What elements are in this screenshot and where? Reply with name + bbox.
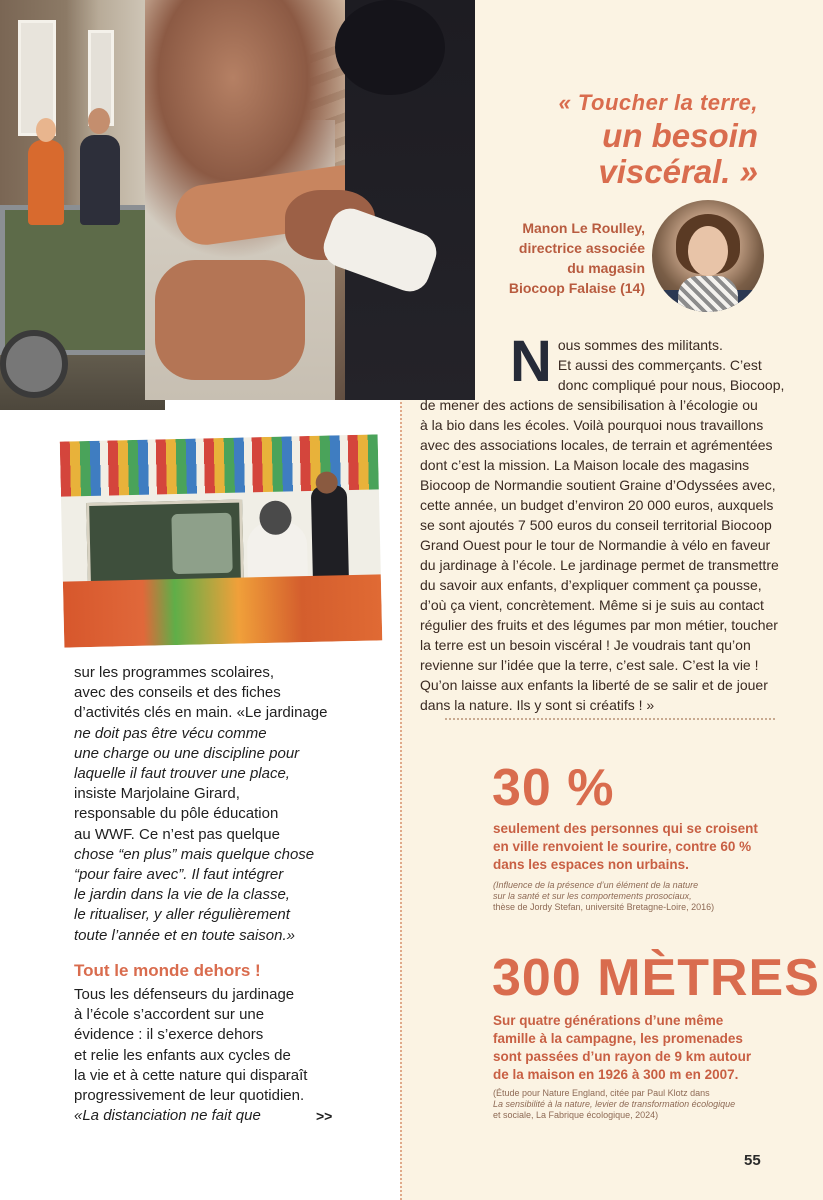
testimony-line: du savoir aux enfants, d’expliquer comment ça pousse, [420, 577, 762, 593]
testimony-line: donc compliqué pour nous, Biocoop, [557, 377, 785, 393]
continue-arrow[interactable]: >> [316, 1108, 333, 1124]
stat-description-1 [493, 820, 758, 874]
body-line: chose “en plus” mais quelque chose [74, 845, 315, 863]
body-line: progressivement de leur quotidien. [74, 1087, 305, 1105]
body-line: le ritualiser, y aller régulièrement [74, 906, 290, 924]
body-line: sur les programmes scolaires, [74, 664, 275, 681]
stat1-line: seulement des personnes qui se croisent [493, 821, 758, 836]
testimony-line: cette année, un budget d’environ 20 000 euros, auxquels [420, 497, 774, 513]
portrait-manon-le-roulley [652, 200, 764, 312]
quote-attribution [490, 218, 645, 298]
stat2-source-line: (Étude pour Nature England, citée par Paul Klotz dans [493, 1088, 710, 1098]
body-paragraph-2 [74, 985, 374, 1126]
stat2-source-line: La sensibilité à la nature, levier de transformation écologique [493, 1099, 736, 1109]
quote-line-3: viscéral. » [598, 153, 758, 190]
testimony-line: Et aussi des commerçants. C’est [557, 357, 762, 373]
photo-children-garden-cart [0, 0, 165, 410]
stat2-line: sont passées d’un rayon de 9 km autour [493, 1049, 752, 1064]
testimony-line: dont c’est la mission. La Maison locale des magasins [420, 457, 750, 473]
page-number: 55 [744, 1152, 761, 1169]
testimony-line: se sont ajoutés 7 500 euros du conseil territorial Biocoop [420, 517, 772, 533]
body-line: “pour faire avec”. Il faut intégrer [74, 866, 284, 884]
testimony-line: revienne sur l’idée que la terre, c’est sale. C’est la vie ! [420, 657, 759, 673]
testimony-lines [420, 329, 785, 715]
body-line: et relie les enfants aux cycles de [74, 1046, 291, 1064]
body-line: le jardin dans la vie de la classe, [74, 886, 290, 904]
testimony-line: d’où ça vient, concrètement. Même si je suis au contact [420, 597, 764, 613]
testimony-line: Biocoop de Normandie soutient Graine d’Odyssées avec, [420, 477, 776, 493]
testimony-line: du jardinage à l’école. Le jardinage permet de transmettre [420, 557, 779, 573]
body-line: une charge ou une discipline pour [74, 744, 300, 762]
stat1-line: en ville renvoient le sourire, contre 60 % [493, 839, 752, 854]
section-subhead: Tout le monde dehors ! [74, 961, 261, 980]
stat2-line: Sur quatre générations d’une même [493, 1013, 724, 1028]
testimony-line: avec des associations locales, de terrain et agrémentées [420, 437, 773, 453]
body-paragraph-1 [74, 663, 374, 946]
body-line: toute l’année et en toute saison.» [74, 926, 296, 944]
drop-cap: N [510, 329, 552, 394]
body-line: ne doit pas être vécu comme [74, 724, 267, 742]
testimony-line: régulier des fruits et des légumes par mon métier, toucher [420, 617, 778, 633]
quote-line-1: « Toucher la terre, [558, 90, 758, 115]
body-line: la vie et à cette nature qui disparaît [74, 1066, 308, 1084]
stat-source-1 [493, 880, 714, 913]
stat-value-1: 30 % [492, 759, 615, 817]
stat1-source-line: thèse de Jordy Stefan, université Bretagne-Loire, 2016) [493, 902, 715, 912]
body-line: Tous les défenseurs du jardinage [74, 986, 295, 1003]
testimony-line: Qu’on laisse aux enfants la liberté de se salir et de jouer [420, 677, 768, 693]
stat1-line: dans les espaces non urbains. [493, 857, 689, 872]
body-line: avec des conseils et des fiches [74, 684, 281, 702]
stat2-line: famille à la campagne, les promenades [493, 1031, 743, 1046]
stat-value-2: 300 MÈTRES [492, 949, 820, 1007]
body-line: «La distanciation ne fait que [74, 1107, 261, 1125]
testimony-text [420, 329, 785, 715]
body-line: d’activités clés en main. «Le jardinage [74, 704, 328, 722]
body-line: insiste Marjolaine Girard, [74, 785, 240, 803]
testimony-line: ous sommes des militants. [557, 337, 723, 353]
photo-classroom [60, 434, 383, 647]
attribution-role-2: du magasin [567, 260, 645, 276]
dotted-separator [445, 718, 775, 720]
stat-source-2 [493, 1088, 735, 1121]
dotted-divider [400, 395, 402, 1200]
stat1-source-line: sur la santé et sur les comportements prosociaux, [493, 891, 692, 901]
stat2-line: de la maison en 1926 à 300 m en 2007. [493, 1067, 739, 1082]
pull-quote [500, 88, 758, 190]
body-line: au WWF. Ce n’est pas quelque [74, 825, 280, 843]
stat1-source-line: (Influence de la présence d’un élément de la nature [493, 880, 699, 890]
quote-line-2: un besoin [602, 117, 758, 154]
body-line: laquelle il faut trouver une place, [74, 765, 290, 783]
body-line: évidence : il s’exerce dehors [74, 1026, 264, 1044]
testimony-line: de mener des actions de sensibilisation à l’écologie ou [420, 397, 758, 413]
testimony-line: à la bio dans les écoles. Voilà pourquoi nous travaillons [420, 417, 764, 433]
attribution-store: Biocoop Falaise (14) [508, 280, 645, 296]
attribution-name: Manon Le Roulley, [522, 220, 645, 236]
stat-description-2 [493, 1012, 753, 1084]
attribution-role-1: directrice associée [518, 240, 645, 256]
stat2-source-line: et sociale, La Fabrique écologique, 2024) [493, 1110, 659, 1120]
body-line: à l’école s’accordent sur une [74, 1006, 265, 1024]
body-line: responsable du pôle éducation [74, 805, 279, 823]
testimony-line: Grand Ouest pour le tour de Normandie à vélo en faveur [420, 537, 771, 553]
testimony-line: dans la nature. Ils y sont si créatifs ! » [420, 697, 655, 713]
testimony-line: la terre est un besoin viscéral ! Je voudrais tant qu’on [420, 637, 751, 653]
